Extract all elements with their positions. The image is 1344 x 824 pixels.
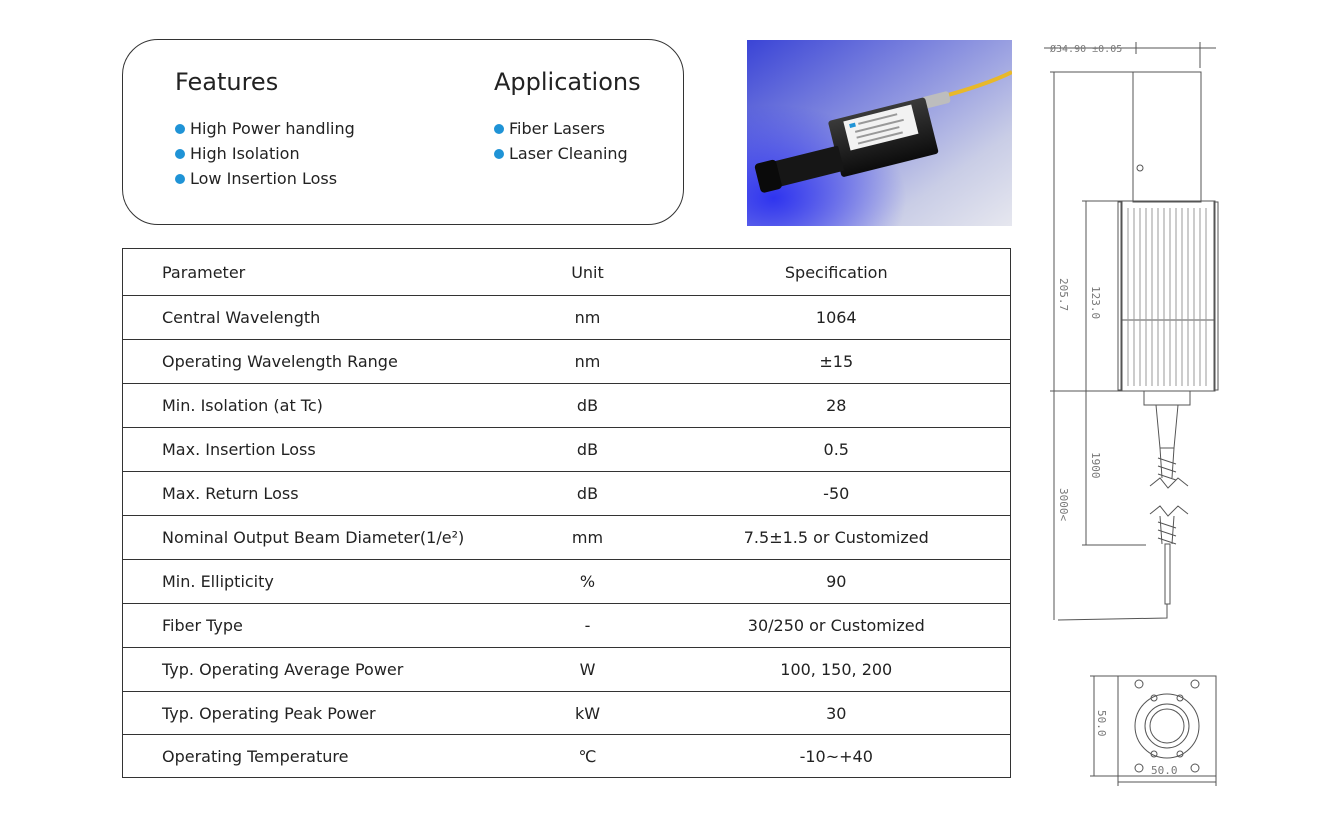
table-row: Operating Temperature ℃ -10~+40 bbox=[123, 735, 1011, 778]
spec-table bbox=[122, 248, 1011, 778]
features-title: Features bbox=[175, 68, 279, 96]
isolator-product-image bbox=[747, 40, 1012, 226]
technical-drawing bbox=[1036, 38, 1236, 788]
applications-list bbox=[494, 116, 628, 166]
header-unit: Unit bbox=[513, 249, 663, 296]
table-row: Max. Return Loss dB -50 bbox=[123, 472, 1011, 516]
header-specification: Specification bbox=[663, 249, 1011, 296]
end-width-label: 50.0 bbox=[1151, 764, 1178, 777]
application-item: Laser Cleaning bbox=[494, 141, 628, 166]
table-row: Max. Insertion Loss dB 0.5 bbox=[123, 428, 1011, 472]
end-height-label: 50.0 bbox=[1095, 710, 1108, 737]
table-row: Central Wavelength nm 1064 bbox=[123, 296, 1011, 340]
body-length-label: 123.0 bbox=[1089, 286, 1102, 320]
applications-title: Applications bbox=[494, 68, 641, 96]
features-list bbox=[175, 116, 355, 191]
feature-item: High Isolation bbox=[175, 141, 355, 166]
feature-item: High Power handling bbox=[175, 116, 355, 141]
fiber-length-label: 1900 bbox=[1089, 452, 1102, 479]
table-row: Fiber Type - 30/250 or Customized bbox=[123, 604, 1011, 648]
application-item: Fiber Lasers bbox=[494, 116, 628, 141]
table-header-row bbox=[123, 249, 1011, 296]
table-row: Nominal Output Beam Diameter(1/e²) mm 7.5±1.5 or Customized bbox=[123, 516, 1011, 560]
bullet-dot-icon bbox=[175, 174, 185, 184]
fiber-total-length-label: 3000< bbox=[1057, 488, 1070, 522]
table-row: Operating Wavelength Range nm ±15 bbox=[123, 340, 1011, 384]
bullet-dot-icon bbox=[175, 124, 185, 134]
bullet-dot-icon bbox=[494, 124, 504, 134]
features-panel bbox=[122, 39, 684, 225]
feature-item: Low Insertion Loss bbox=[175, 166, 355, 191]
total-length-label: 205.7 bbox=[1057, 278, 1070, 312]
bullet-dot-icon bbox=[494, 149, 504, 159]
header-parameter: Parameter bbox=[123, 249, 513, 296]
table-row: Typ. Operating Average Power W 100, 150, 200 bbox=[123, 648, 1011, 692]
table-row: Typ. Operating Peak Power kW 30 bbox=[123, 692, 1011, 735]
table-row: Min. Ellipticity % 90 bbox=[123, 560, 1011, 604]
bullet-dot-icon bbox=[175, 149, 185, 159]
product-photo bbox=[747, 40, 1012, 226]
diameter-dimension-label: Ø34.90 ±0.05 bbox=[1050, 44, 1123, 55]
table-row: Min. Isolation (at Tc) dB 28 bbox=[123, 384, 1011, 428]
